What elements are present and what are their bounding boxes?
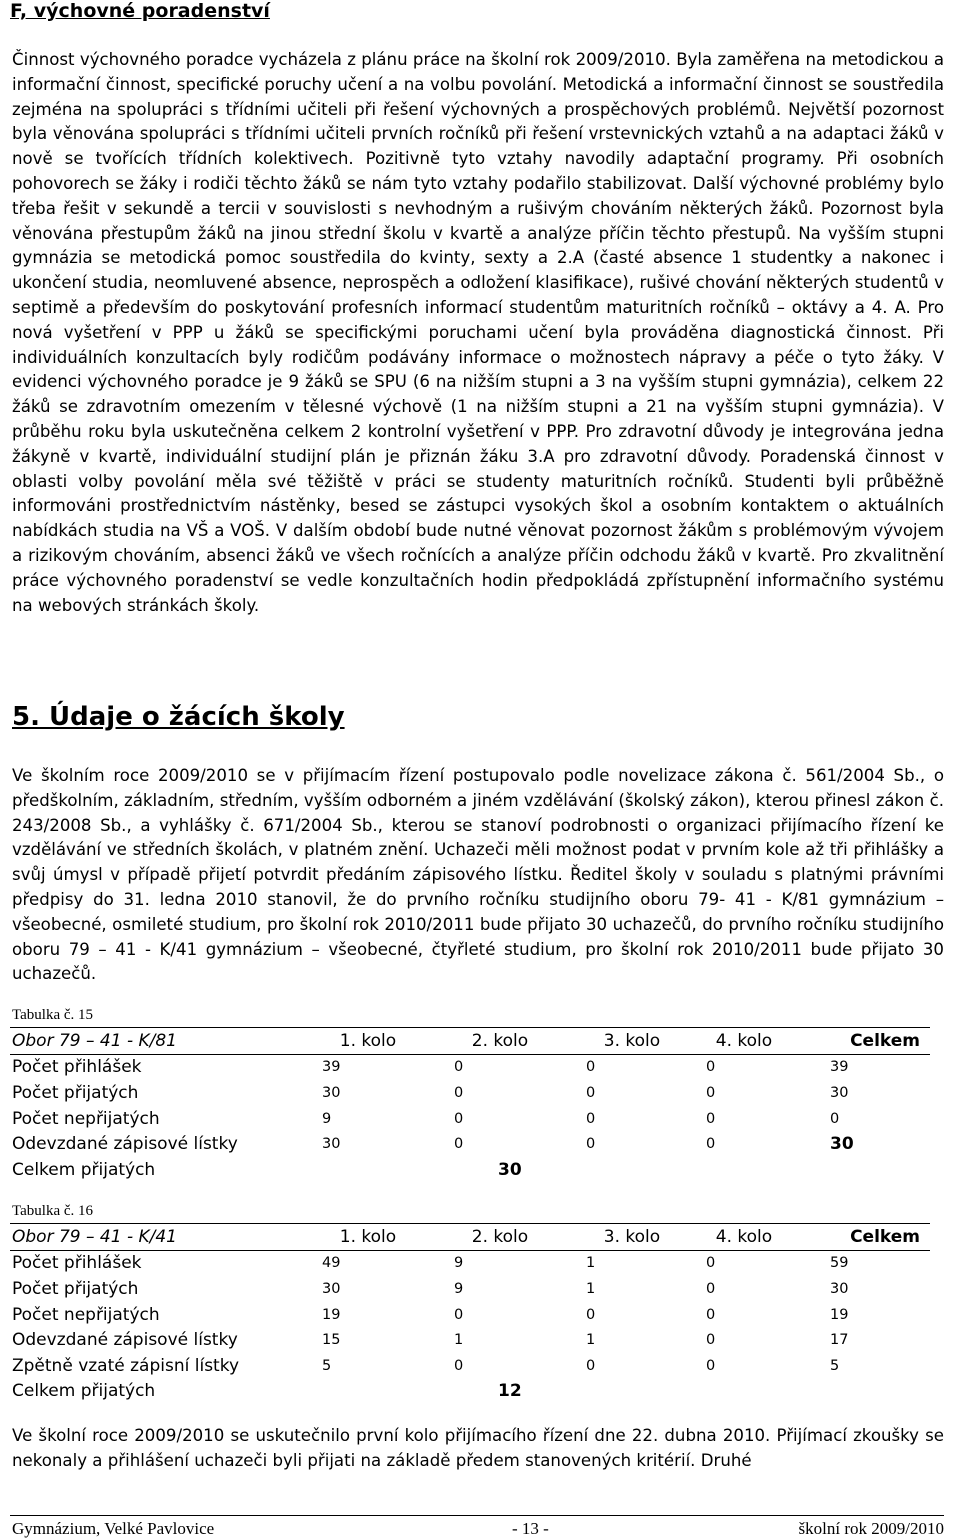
total-label: Celkem přijatých: [12, 1159, 156, 1180]
table-header-row: [10, 1028, 930, 1055]
cell: 1: [586, 1280, 596, 1297]
row-label: Počet přihlášek: [12, 1057, 142, 1078]
total-label: Celkem přijatých: [12, 1381, 156, 1402]
total-value: 30: [498, 1159, 522, 1180]
footer-school-year: školní rok 2009/2010: [798, 1519, 944, 1538]
cell: 0: [706, 1332, 716, 1349]
header-round-2: 2. kolo: [434, 1028, 566, 1055]
header-round-3: 3. kolo: [566, 1224, 698, 1251]
table-row: [10, 1131, 930, 1157]
row-label: Odevzdané zápisové lístky: [12, 1330, 238, 1351]
cell: 19: [830, 1306, 849, 1323]
cell: 1: [454, 1332, 464, 1349]
table-15: [10, 1027, 930, 1183]
cell: 0: [454, 1357, 464, 1374]
table-row: [10, 1106, 930, 1132]
page-footer: [10, 1515, 944, 1540]
cell: 0: [706, 1110, 716, 1127]
section-heading-f: F, výchovné poradenství: [10, 0, 270, 22]
cell: 0: [454, 1084, 464, 1101]
header-round-2: 2. kolo: [434, 1224, 566, 1251]
table-row: [10, 1327, 930, 1353]
cell: 0: [586, 1059, 596, 1076]
row-label: Počet přijatých: [12, 1278, 139, 1299]
row-label: Počet přihlášek: [12, 1253, 142, 1274]
header-total: Celkem: [790, 1224, 930, 1251]
cell: 0: [454, 1059, 464, 1076]
cell: 39: [830, 1059, 849, 1076]
table-row: [10, 1302, 930, 1328]
cell: 0: [454, 1306, 464, 1323]
total-value: 12: [498, 1381, 522, 1402]
cell: 0: [706, 1280, 716, 1297]
table-header-row: [10, 1224, 930, 1251]
header-round-4: 4. kolo: [698, 1028, 790, 1055]
cell: 17: [830, 1332, 849, 1349]
header-field: Obor 79 – 41 - K/81: [10, 1028, 302, 1055]
table-row: [10, 1276, 930, 1302]
header-round-1: 1. kolo: [302, 1224, 434, 1251]
cell: 5: [830, 1357, 840, 1374]
cell: 5: [322, 1357, 332, 1374]
cell: 30: [830, 1134, 854, 1155]
row-label: Zpětně vzaté zápisní lístky: [12, 1355, 240, 1376]
paragraph-counseling: Činnost výchovného poradce vycházela z plánu práce na školní rok 2009/2010. Byla zaměřena na metodickou a informační činnost, specifické poruchy učení a na volbu povolání. Metodická a informační činnost se soustředila zejména na spolupráci s třídními učiteli při řešení výchovných a prospěchových problémů. Největší pozornost byla věnována spolupráci s třídními učiteli prvních ročníků při řešení vrstevnických vztahů a na adaptaci žáků v nově se tvořících třídních kolektivech. Pozitivně tyto vztahy navodily adaptační programy. Při osobních pohovorech se žáky i rodiči těchto žáků se nám tyto vztahy podařilo stabilizovat. Další výchovné problémy bylo třeba řešit v sekundě a tercii v souvislosti s nevhodným a rušivým chováním některých žáků. Pozornost byla věnována přestupům žáků na jinou střední školu v kvartě a analýze příčin těchto přestupů. Na vyšším stupni gymnázia se metodická pomoc soustředila do kvinty, sexty a 2.A (časté absence 1 studentky a nakonec i ukončení studia, neomluvené absence, neprospěch a odložení klasifikace), rušivé chování některých studentů v septimě a především do poskytování profesních informací studentům maturitních ročníků – oktávy a 4. A. Pro nová vyšetření v PPP u žáků se specifickými poruchami učení byla prováděna diagnostická činnost. Při individuálních konzultacích byly rodičům podávány informace o možnostech nápravy a péče o tyto žáky. V evidenci výchovného poradce je 9 žáků se SPU (6 na nižším stupni a 3 na vyšším stupni gymnázia), celkem 22 žáků se zdravotním omezením v tělesné výchově (1 na nižším stupni a 21 na vyšším stupni gymnázia). V průběhu roku byla uskutečněna celkem 2 kontrolní vyšetření v PPP. Pro zdravotní důvody je integrována jedna žákyně v kvartě, individuální studijní plán je přiznán žáku 3.A pro zdravotní důvody. Poradenská činnost v oblasti volby povolání měla své těžiště v práci se studenty maturitních ročníků. Studenti byli průběžně informováni prostřednictvím nástěnky, besed se zástupci vysokých škol a osobním kontaktem o aktuálních nabídkách studia na VŠ a VOŠ. V dalším období bude nutné věnovat pozornost žákům s problémovým vývojem a rizikovým chováním, absenci žáků ve všech ročnících a analýze příčin odchodu žáků v kvartě. Pro zkvalitnění práce výchovného poradenství se vedle konzultačních hodin předpokládá zpřístupnění informačního systému na webových stránkách školy.: [12, 50, 944, 615]
cell: 9: [454, 1255, 464, 1272]
paragraph-admissions: Ve školním roce 2009/2010 se v přijímacím řízení postupovalo podle novelizace zákona č. 561/2004 Sb., o předškolním, základním, středním, vyšším odborném a jiném vzdělávání (školský zákon), kterou přinesl zákon č. 243/2008 Sb., a vyhlášky č. 671/2004 Sb., kterou se stanoví podrobnosti o organizaci přijímacího řízení ke vzdělávání ve středních školách, v platném znění. Uchazeči měli možnost podat v prvním kole až tři přihlášky a svůj úmysl v případě přijetí potvrdit předáním zápisového lístku. Ředitel školy v souladu s platnými právními předpisy do 31. ledna 2010 stanovil, že do prvního ročníku studijního oboru 79- 41 - K/81 gymnázium – všeobecné, osmileté studium, pro školní rok 2010/2011 bude přijato 30 uchazečů, do prvního ročníku studijního oboru 79 – 41 - K/41 gymnázium – všeobecné, čtyřleté studium, pro školní rok 2010/2011 bude přijato 30 uchazečů.: [12, 766, 944, 984]
table-row: [10, 1250, 930, 1276]
row-label: Počet nepřijatých: [12, 1108, 160, 1129]
table-row: [10, 1080, 930, 1106]
cell: 0: [586, 1136, 596, 1153]
cell: 0: [586, 1110, 596, 1127]
cell: 0: [454, 1136, 464, 1153]
cell: 19: [322, 1306, 341, 1323]
footer-page-number: - 13 -: [512, 1519, 549, 1538]
header-round-3: 3. kolo: [566, 1028, 698, 1055]
row-label: Počet nepřijatých: [12, 1304, 160, 1325]
chapter-heading: 5. Údaje o žácích školy: [12, 702, 345, 732]
cell: 30: [830, 1280, 849, 1297]
cell: 0: [706, 1255, 716, 1272]
header-total: Celkem: [790, 1028, 930, 1055]
cell: 30: [322, 1280, 341, 1297]
cell: 0: [706, 1357, 716, 1374]
cell: 0: [586, 1306, 596, 1323]
cell: 49: [322, 1255, 341, 1272]
table-row: [10, 1353, 930, 1379]
header-round-4: 4. kolo: [698, 1224, 790, 1251]
row-label: Počet přijatých: [12, 1082, 139, 1103]
cell: 1: [586, 1332, 596, 1349]
cell: 0: [586, 1084, 596, 1101]
cell: 15: [322, 1332, 341, 1349]
paragraph-first-round: Ve školní roce 2009/2010 se uskutečnilo první kolo přijímacího řízení dne 22. dubna 2010. Přijímací zkoušky se nekonaly a přihlášení uchazeči byli přijati na základě předem stanovených kritérií. Druhé: [12, 1426, 944, 1470]
cell: 0: [706, 1306, 716, 1323]
table-15-caption: Tabulka č. 15: [12, 1007, 94, 1023]
header-field: Obor 79 – 41 - K/41: [10, 1224, 302, 1251]
cell: 0: [454, 1110, 464, 1127]
table-16-caption: Tabulka č. 16: [12, 1203, 94, 1219]
table-total-row: [10, 1379, 930, 1405]
cell: 0: [706, 1136, 716, 1153]
table-row: [10, 1054, 930, 1080]
cell: 30: [830, 1084, 849, 1101]
cell: 9: [454, 1280, 464, 1297]
footer-school: Gymnázium, Velké Pavlovice: [12, 1519, 215, 1538]
cell: 30: [322, 1084, 341, 1101]
cell: 0: [586, 1357, 596, 1374]
cell: 39: [322, 1059, 341, 1076]
cell: 0: [706, 1059, 716, 1076]
cell: 30: [322, 1136, 341, 1153]
cell: 9: [322, 1110, 332, 1127]
header-round-1: 1. kolo: [302, 1028, 434, 1055]
row-label: Odevzdané zápisové lístky: [12, 1134, 238, 1155]
table-16: [10, 1223, 930, 1404]
cell: 0: [830, 1110, 840, 1127]
cell: 59: [830, 1255, 849, 1272]
table-total-row: [10, 1157, 930, 1183]
cell: 1: [586, 1255, 596, 1272]
cell: 0: [706, 1084, 716, 1101]
